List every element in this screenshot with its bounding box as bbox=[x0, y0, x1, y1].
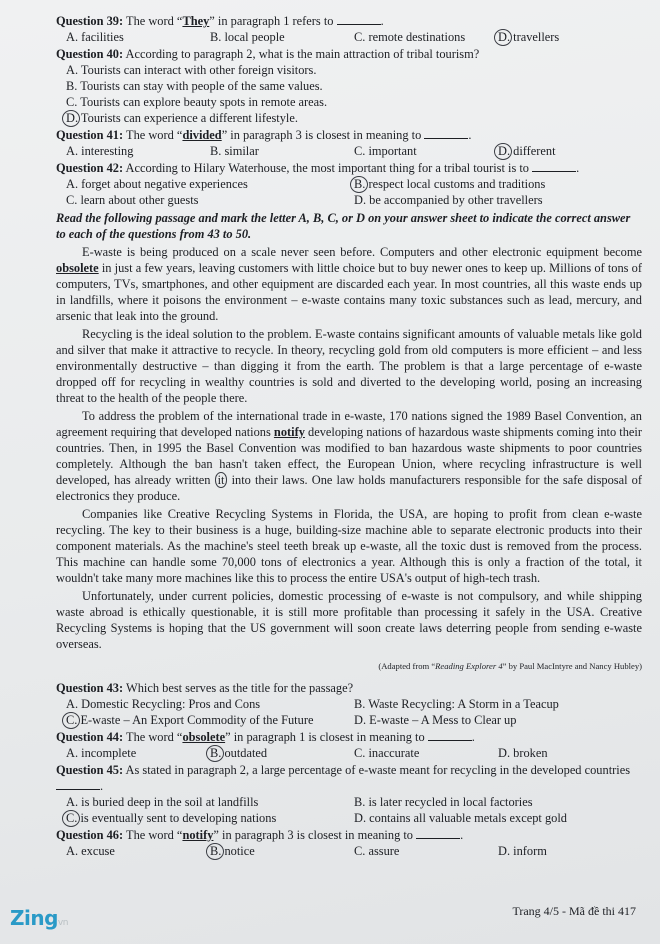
source-title: Reading Explorer 4 bbox=[435, 661, 503, 671]
answer-blank bbox=[337, 15, 381, 25]
question-stem: Question 39: The word “They” in paragraph 1 refers to . bbox=[56, 14, 384, 28]
question bbox=[56, 729, 642, 761]
question-keyword: notify bbox=[182, 828, 214, 842]
question-text-after: ” in paragraph 1 is closest in meaning to bbox=[225, 730, 425, 744]
question-keyword: divided bbox=[182, 128, 222, 142]
answer-options bbox=[56, 62, 642, 126]
question-text: According to Hilary Waterhouse, the most important thing for a tribal tourist is to bbox=[125, 161, 530, 175]
page-footer: Trang 4/5 - Mã đề thi 417 bbox=[512, 904, 636, 918]
paragraph-3 bbox=[56, 408, 642, 504]
answer-option[interactable]: A. interesting bbox=[66, 144, 134, 158]
answer-blank bbox=[424, 129, 468, 139]
answer-option[interactable]: A. Tourists can interact with other foreign visitors. bbox=[66, 63, 317, 77]
question-text-after: ” in paragraph 3 is closest in meaning to bbox=[221, 128, 422, 142]
answer-option[interactable]: D. be accompanied by other travellers bbox=[354, 193, 543, 207]
answer-blank bbox=[416, 829, 460, 839]
question-stem bbox=[56, 680, 642, 696]
question-keyword: obsolete bbox=[182, 730, 226, 744]
answer-option[interactable]: B. Tourists can stay with people of the same values. bbox=[66, 79, 323, 93]
question-stem: Question 44: The word “obsolete” in paragraph 1 is closest in meaning to . bbox=[56, 730, 475, 744]
question-number: Question 39: bbox=[56, 14, 124, 28]
paragraph-3-text-b: developing nations of hazardous waste shipments coming into their countries. Then, in 1995 the Basel Convention was modified to ban hazardous waste shipments to poor countries completely. Although the ban hasn't taken effect, the European Union, where recycling infrastructure is well developed, has already written bbox=[56, 425, 643, 487]
passage-source bbox=[56, 658, 642, 674]
answer-option[interactable]: B. similar bbox=[210, 144, 259, 158]
question bbox=[56, 160, 642, 208]
answer-option[interactable]: C. important bbox=[354, 144, 417, 158]
question-stem: Question 42: According to Hilary Waterhouse, the most important thing for a tribal tourist is to . bbox=[56, 161, 580, 175]
underlined-word-obsolete: obsolete bbox=[56, 261, 99, 275]
answer-blank bbox=[532, 162, 576, 172]
question-number: Question 45: bbox=[56, 763, 124, 777]
question-text: According to paragraph 2, what is the main attraction of tribal tourism? bbox=[125, 47, 480, 61]
answer-option[interactable]: D. E-waste – A Mess to Clear up bbox=[354, 713, 517, 727]
question-number: Question 41: bbox=[56, 128, 124, 142]
answer-option[interactable]: A. is buried deep in the soil at landfills bbox=[66, 795, 259, 809]
logo-sub: vn bbox=[57, 918, 68, 928]
question-text: Which best serves as the title for the passage? bbox=[126, 681, 354, 695]
source-suffix: ” by Paul MacIntyre and Nancy Hubley) bbox=[502, 661, 642, 671]
question-text: The word “ bbox=[126, 730, 183, 744]
answer-option[interactable]: B. is later recycled in local factories bbox=[354, 795, 533, 809]
question-number: Question 44: bbox=[56, 730, 124, 744]
paragraph-1-text-b: in just a few years, leaving customers with little choice but to buy newer ones to keep up. Millions of tons of computers, TVs, smartphones, and other equipment are discarded each year. In most countries, all this waste ends up in landfills, where it poisons the environment – e-waste contains many toxic substances such as lead, mercury, and arsenic that leak into the ground. bbox=[56, 261, 642, 323]
answer-option[interactable]: A. Domestic Recycling: Pros and Cons bbox=[66, 697, 261, 711]
answer-option[interactable]: B. Waste Recycling: A Storm in a Teacup bbox=[354, 697, 559, 711]
answer-options bbox=[56, 696, 642, 728]
answer-options bbox=[56, 29, 642, 45]
paragraph-1 bbox=[56, 244, 642, 324]
question-stem: Question 46: The word “notify” in paragraph 3 is closest in meaning to . bbox=[56, 828, 464, 842]
answer-option[interactable]: D. broken bbox=[498, 746, 548, 760]
answer-option[interactable]: A. facilities bbox=[66, 30, 124, 44]
question-number: Question 46: bbox=[56, 828, 124, 842]
paragraph-2: Recycling is the ideal solution to the problem. E-waste contains significant amounts of valuable metals like gold and silver that make it attractive to recycle. In theory, recycling gold from old computers is more efficient – and less environmentally destructive – than digging it from the earth. The problem is that a large percentage of e-waste dropped off for recycling in wealthy countries is sold and diverted to the developing world, posing an increasing threat to the health of the people there. bbox=[56, 327, 642, 405]
answer-option[interactable]: B. outdated bbox=[210, 745, 354, 761]
answer-option[interactable]: A. incomplete bbox=[66, 746, 137, 760]
questions-39-42 bbox=[56, 13, 642, 208]
answer-blank bbox=[56, 780, 100, 790]
source-prefix: (Adapted from “ bbox=[378, 661, 436, 671]
question bbox=[56, 127, 642, 159]
answer-options bbox=[56, 794, 642, 826]
circled-word-it: it bbox=[215, 472, 228, 488]
answer-option[interactable]: A. excuse bbox=[66, 844, 115, 858]
question-stem bbox=[56, 46, 642, 62]
answer-option[interactable]: B. notice bbox=[210, 843, 354, 859]
paragraph-3-text-c: into their laws. One law holds manufacturers responsible for the safe disposal of electronics they produce. bbox=[56, 473, 642, 503]
paragraph-4: Companies like Creative Recycling Systems in Florida, the USA, are hoping to profit from clean e-waste recycling. The key to their business is a huge, building-size machine able to separate electronic products into their component materials. As the machine's steel teeth break up e-waste, all the toxic dust is removed from the process. This machine can handle some 70,000 tons of electronics a year. Although this is only a fraction of the total, it wouldn't take many more machines like this to process the entire USA's output of high-tech trash. bbox=[56, 507, 642, 585]
answer-option[interactable]: C. is eventually sent to developing nations bbox=[66, 810, 354, 826]
question-keyword: They bbox=[182, 14, 210, 28]
answer-option[interactable]: C. Tourists can explore beauty spots in remote areas. bbox=[66, 95, 328, 109]
question-text-after: ” in paragraph 3 is closest in meaning to bbox=[213, 828, 413, 842]
answer-option[interactable]: D. inform bbox=[498, 844, 547, 858]
answer-blank bbox=[428, 731, 472, 741]
question bbox=[56, 680, 642, 728]
question-text: As stated in paragraph 2, a large percentage of e-waste meant for recycling in the developed countries bbox=[125, 763, 631, 777]
paragraph-5: Unfortunately, under current policies, domestic processing of e-waste is not compulsory, and while shipping waste abroad is ethically questionable, it is still more profitable than processing it safely in the USA. Creative Recycling Systems is hoping that the US government will soon create laws deterring people from sending e-waste overseas. bbox=[56, 589, 642, 651]
question-number: Question 40: bbox=[56, 47, 124, 61]
question-number: Question 42: bbox=[56, 161, 124, 175]
answer-options bbox=[56, 745, 642, 761]
question bbox=[56, 762, 642, 826]
paragraph-1-text-a: E-waste is being produced on a scale never seen before. Computers and other electronic equipment become bbox=[82, 245, 642, 259]
answer-options bbox=[56, 143, 642, 159]
answer-option[interactable]: B. respect local customs and traditions bbox=[354, 176, 642, 192]
answer-options bbox=[56, 176, 642, 208]
answer-option[interactable]: A. forget about negative experiences bbox=[66, 177, 248, 191]
passage-instruction: Read the following passage and mark the letter A, B, C, or D on your answer sheet to indicate the correct answer to each of the questions from 43 to 50. bbox=[56, 211, 631, 241]
question-stem: Question 45: As stated in paragraph 2, a large percentage of e-waste meant for recycling in the developed countries . bbox=[56, 763, 631, 793]
answer-option[interactable]: C. E-waste – An Export Commodity of the Future bbox=[66, 712, 354, 728]
answer-option[interactable]: B. local people bbox=[210, 30, 285, 44]
answer-option[interactable]: D. contains all valuable metals except gold bbox=[354, 811, 567, 825]
answer-option[interactable]: D. different bbox=[498, 143, 642, 159]
answer-option[interactable]: D. travellers bbox=[498, 29, 642, 45]
question-text: The word “ bbox=[126, 14, 183, 28]
question bbox=[56, 13, 642, 45]
question bbox=[56, 46, 642, 126]
question-stem: Question 41: The word “divided” in paragraph 3 is closest in meaning to . bbox=[56, 128, 472, 142]
underlined-word-notify: notify bbox=[273, 425, 305, 439]
answer-option[interactable]: C. remote destinations bbox=[354, 30, 466, 44]
answer-option[interactable]: C. inaccurate bbox=[354, 746, 420, 760]
paragraph-3-text-a: To address the problem of the international trade in e-waste, 170 nations signed the 1989 Basel Convention, an agreement requiring that developed nations bbox=[56, 409, 642, 439]
question bbox=[56, 827, 642, 859]
logo-main: Zing bbox=[10, 906, 58, 930]
question-text: The word “ bbox=[126, 128, 183, 142]
question-text-after: ” in paragraph 1 refers to bbox=[209, 14, 334, 28]
answer-options bbox=[56, 843, 642, 859]
questions-43-46 bbox=[56, 680, 642, 859]
question-text: The word “ bbox=[126, 828, 183, 842]
answer-option[interactable]: D. Tourists can experience a different lifestyle. bbox=[66, 110, 642, 126]
question-number: Question 43: bbox=[56, 681, 124, 695]
answer-option[interactable]: C. learn about other guests bbox=[66, 193, 199, 207]
zing-logo bbox=[10, 906, 68, 930]
answer-option[interactable]: C. assure bbox=[354, 844, 400, 858]
